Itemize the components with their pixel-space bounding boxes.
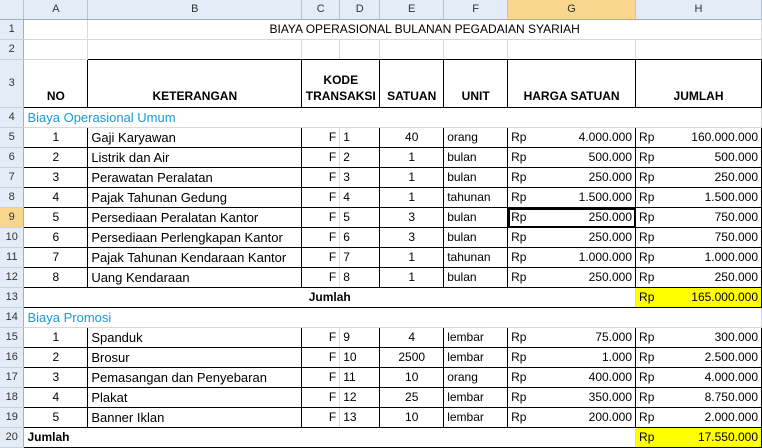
cell-kode-nomor[interactable]: 2 [340, 148, 380, 168]
row-header-3[interactable]: 3 [0, 60, 24, 108]
header-satuan[interactable]: SATUAN [380, 60, 444, 108]
cell-row2-0[interactable] [24, 40, 88, 60]
cell-harga-satuan-content [508, 388, 635, 407]
cell-harga-satuan[interactable] [508, 388, 636, 408]
cell-jumlah[interactable] [636, 208, 762, 228]
currency-label: Rp [639, 350, 655, 364]
cell-harga-satuan[interactable] [508, 328, 636, 348]
header-kode-transaksi[interactable] [302, 60, 380, 108]
cell-satuan[interactable]: 1 [380, 268, 444, 288]
cell-jumlah[interactable] [636, 368, 762, 388]
amount-value: 300.000 [714, 330, 758, 344]
table-row [0, 248, 762, 268]
currency-label: Rp [639, 410, 655, 424]
cell-satuan[interactable]: 1 [380, 188, 444, 208]
currency-label: Rp [511, 410, 527, 424]
cell-row2-4[interactable] [380, 40, 444, 60]
cell-harga-satuan[interactable] [508, 408, 636, 428]
row-header-9[interactable]: 9 [0, 208, 24, 228]
cell-kode-nomor[interactable]: 8 [340, 268, 380, 288]
amount-value: 1.500.000 [704, 190, 758, 204]
cell-kode[interactable]: F [302, 348, 340, 368]
cell-jumlah-content [636, 368, 761, 387]
cell-satuan[interactable]: 1 [380, 248, 444, 268]
cell-jumlah-content [636, 348, 761, 367]
currency-label: Rp [639, 210, 655, 224]
currency-label: Rp [639, 370, 655, 384]
amount-value: 4.000.000 [704, 370, 758, 384]
section2-total[interactable] [636, 428, 762, 448]
cell-kode-nomor[interactable]: 1 [340, 128, 380, 148]
cell-jumlah[interactable] [636, 228, 762, 248]
header-kode-line1: KODE [323, 73, 359, 87]
amount-value: 2.500.000 [704, 350, 758, 364]
cell-row2-5[interactable] [444, 40, 508, 60]
amount-value: 1.000.000 [578, 250, 633, 264]
cell-no[interactable]: 7 [24, 248, 88, 268]
currency-label: Rp [511, 210, 527, 224]
cell-kode-nomor[interactable]: 10 [340, 348, 380, 368]
row-header-6[interactable]: 6 [0, 148, 24, 168]
cell-keterangan[interactable]: Spanduk [88, 328, 302, 348]
cell-keterangan[interactable]: Pemasangan dan Penyebaran [88, 368, 302, 388]
column-header-e[interactable]: E [380, 0, 444, 20]
currency-label: Rp [511, 250, 527, 264]
currency-label: Rp [639, 430, 655, 444]
cell-jumlah-content [636, 248, 761, 267]
cell-keterangan[interactable]: Plakat [88, 388, 302, 408]
amount-value: 4.000.000 [578, 130, 633, 144]
cell-unit[interactable]: lembar [444, 328, 508, 348]
cell-satuan[interactable]: 1 [380, 148, 444, 168]
amount-value: 160.000.000 [691, 130, 758, 144]
cell-no[interactable]: 1 [24, 328, 88, 348]
row-header-8[interactable]: 8 [0, 188, 24, 208]
row-header-18[interactable]: 18 [0, 388, 24, 408]
section1-label[interactable]: Biaya Operasional Umum [24, 108, 762, 128]
row-header-5[interactable]: 5 [0, 128, 24, 148]
cell-satuan[interactable]: 10 [380, 408, 444, 428]
cell-no[interactable]: 1 [24, 128, 88, 148]
currency-label: Rp [639, 250, 655, 264]
section2-total-content [636, 428, 761, 447]
cell-unit[interactable]: orang [444, 368, 508, 388]
cell-no[interactable]: 3 [24, 168, 88, 188]
currency-label: Rp [639, 330, 655, 344]
cell-satuan[interactable]: 3 [380, 228, 444, 248]
cell-harga-satuan-content [508, 248, 635, 267]
cell-unit[interactable]: lembar [444, 348, 508, 368]
column-header-d[interactable]: D [340, 0, 380, 20]
cell-jumlah-content [636, 228, 761, 247]
row-header-7[interactable]: 7 [0, 168, 24, 188]
cell-unit[interactable]: bulan [444, 148, 508, 168]
cell-harga-satuan-content [508, 268, 635, 287]
table-row [0, 328, 762, 348]
column-header-c[interactable]: C [302, 0, 340, 20]
header-jumlah[interactable]: JUMLAH [636, 60, 762, 108]
cell-satuan[interactable]: 10 [380, 368, 444, 388]
cell-harga-satuan-content [508, 228, 635, 247]
row-header-15[interactable]: 15 [0, 328, 24, 348]
cell-kode-nomor[interactable]: 6 [340, 228, 380, 248]
select-all-corner[interactable] [0, 0, 24, 20]
cell-keterangan[interactable]: Pajak Tahunan Gedung [88, 188, 302, 208]
cell-harga-satuan[interactable] [508, 348, 636, 368]
table-row [0, 268, 762, 288]
amount-value: 750.000 [714, 230, 758, 244]
cell-harga-satuan[interactable] [508, 268, 636, 288]
amount-value: 1.000.000 [704, 250, 758, 264]
cell-harga-satuan-content [508, 208, 635, 227]
table-row [0, 148, 762, 168]
currency-label: Rp [511, 230, 527, 244]
amount-value: 750.000 [714, 210, 758, 224]
amount-value: 250.000 [588, 210, 633, 224]
cell-keterangan[interactable]: Banner Iklan [88, 408, 302, 428]
amount-value: 8.750.000 [704, 390, 758, 404]
cell-jumlah[interactable] [636, 348, 762, 368]
header-harga-satuan[interactable]: HARGA SATUAN [508, 60, 636, 108]
cell-harga-satuan[interactable] [508, 208, 636, 228]
cell-harga-satuan-content [508, 328, 635, 347]
amount-value: 250.000 [588, 170, 633, 184]
cell-keterangan[interactable]: Uang Kendaraan [88, 268, 302, 288]
cell-jumlah-content [636, 128, 761, 147]
row-header-16[interactable]: 16 [0, 348, 24, 368]
currency-label: Rp [639, 170, 655, 184]
amount-value: 250.000 [588, 230, 633, 244]
cell-kode[interactable]: F [302, 148, 340, 168]
table-row [0, 408, 762, 428]
currency-label: Rp [639, 270, 655, 284]
cell-kode[interactable]: F [302, 268, 340, 288]
cell-no[interactable]: 4 [24, 388, 88, 408]
cell-jumlah-content [636, 148, 761, 167]
cell-no[interactable]: 3 [24, 368, 88, 388]
table-row [0, 168, 762, 188]
cell-jumlah-content [636, 168, 761, 187]
header-kode-line2: TRANSAKSI [305, 89, 376, 103]
cell-satuan[interactable]: 2500 [380, 348, 444, 368]
table-row [0, 388, 762, 408]
cell-kode[interactable]: F [302, 248, 340, 268]
cell-unit[interactable]: tahunan [444, 188, 508, 208]
cell-jumlah-content [636, 328, 761, 347]
cell-kode[interactable]: F [302, 188, 340, 208]
amount-value: 17.550.000 [697, 430, 758, 444]
table-row [0, 228, 762, 248]
cell-unit[interactable]: bulan [444, 208, 508, 228]
column-header-a[interactable]: A [24, 0, 88, 20]
cell-jumlah[interactable] [636, 188, 762, 208]
table-row [0, 128, 762, 148]
currency-label: Rp [511, 330, 527, 344]
cell-row2-6[interactable] [508, 40, 636, 60]
cell-harga-satuan-content [508, 128, 635, 147]
cell-kode[interactable]: F [302, 368, 340, 388]
section1-total-label[interactable]: Jumlah [24, 288, 636, 308]
cell-jumlah[interactable] [636, 148, 762, 168]
cell-kode-nomor[interactable]: 13 [340, 408, 380, 428]
currency-label: Rp [639, 290, 655, 304]
cell-keterangan[interactable]: Brosur [88, 348, 302, 368]
row-header-14[interactable]: 14 [0, 308, 24, 328]
row-header-20[interactable]: 20 [0, 428, 24, 448]
cell-kode-nomor[interactable]: 9 [340, 328, 380, 348]
header-unit[interactable]: UNIT [444, 60, 508, 108]
cell-kode-nomor[interactable]: 12 [340, 388, 380, 408]
cell-kode-nomor[interactable]: 4 [340, 188, 380, 208]
amount-value: 75.000 [595, 330, 633, 344]
amount-value: 400.000 [588, 370, 633, 384]
row-header-1[interactable]: 1 [0, 20, 24, 40]
amount-value: 250.000 [588, 270, 633, 284]
cell-row2-3[interactable] [340, 40, 380, 60]
cell-harga-satuan[interactable] [508, 128, 636, 148]
cell-jumlah-content [636, 208, 761, 227]
table-row [0, 188, 762, 208]
cell-no[interactable]: 8 [24, 268, 88, 288]
cell-jumlah-content [636, 408, 761, 427]
cell-jumlah[interactable] [636, 388, 762, 408]
cell-kode-nomor[interactable]: 3 [340, 168, 380, 188]
cell-no[interactable]: 6 [24, 228, 88, 248]
table-row [0, 368, 762, 388]
cell-kode[interactable]: F [302, 228, 340, 248]
amount-value: 2.000.000 [704, 410, 758, 424]
cell-keterangan[interactable]: Perawatan Peralatan [88, 168, 302, 188]
cell-kode-nomor[interactable]: 7 [340, 248, 380, 268]
cell-satuan[interactable]: 4 [380, 328, 444, 348]
currency-label: Rp [639, 130, 655, 144]
cell-jumlah-content [636, 268, 761, 287]
cell-kode[interactable]: F [302, 408, 340, 428]
section2-label[interactable]: Biaya Promosi [24, 308, 762, 328]
sheet-title[interactable]: BIAYA OPERASIONAL BULANAN PEGADAIAN SYARIAH [88, 20, 762, 40]
cell-unit[interactable]: lembar [444, 408, 508, 428]
table-row [0, 348, 762, 368]
section1-total-content [636, 288, 761, 307]
section2-total-label[interactable]: Jumlah [24, 428, 636, 448]
amount-value: 350.000 [588, 390, 633, 404]
amount-value: 250.000 [714, 170, 758, 184]
cell-row2-1[interactable] [88, 40, 302, 60]
currency-label: Rp [639, 150, 655, 164]
cell-satuan[interactable]: 3 [380, 208, 444, 228]
row-header-19[interactable]: 19 [0, 408, 24, 428]
cell-jumlah[interactable] [636, 168, 762, 188]
cell-jumlah[interactable] [636, 268, 762, 288]
cell-kode[interactable]: F [302, 328, 340, 348]
currency-label: Rp [511, 150, 527, 164]
cell-row2-7[interactable] [636, 40, 762, 60]
section1-total[interactable] [636, 288, 762, 308]
cell-harga-satuan-content [508, 408, 635, 427]
amount-value: 1.000 [602, 350, 633, 364]
cell-keterangan[interactable]: Pajak Tahunan Kendaraan Kantor [88, 248, 302, 268]
cell-jumlah[interactable] [636, 328, 762, 348]
column-header-b[interactable]: B [88, 0, 302, 20]
currency-label: Rp [511, 170, 527, 184]
cell-harga-satuan-content [508, 148, 635, 167]
cell-keterangan[interactable]: Gaji Karyawan [88, 128, 302, 148]
currency-label: Rp [511, 270, 527, 284]
cell-unit[interactable]: bulan [444, 268, 508, 288]
cell-no[interactable]: 5 [24, 408, 88, 428]
currency-label: Rp [511, 130, 527, 144]
cell-harga-satuan-content [508, 348, 635, 367]
row-header-10[interactable]: 10 [0, 228, 24, 248]
cell-kode[interactable]: F [302, 128, 340, 148]
row-header-4[interactable]: 4 [0, 108, 24, 128]
cell-kode[interactable]: F [302, 168, 340, 188]
currency-label: Rp [639, 230, 655, 244]
cell-unit[interactable]: lembar [444, 388, 508, 408]
cell-unit[interactable]: tahunan [444, 248, 508, 268]
cell-a1[interactable] [24, 20, 88, 40]
cell-keterangan[interactable]: Persediaan Peralatan Kantor [88, 208, 302, 228]
cell-kode-nomor[interactable]: 11 [340, 368, 380, 388]
cell-keterangan[interactable]: Listrik dan Air [88, 148, 302, 168]
cell-kode[interactable]: F [302, 208, 340, 228]
currency-label: Rp [511, 350, 527, 364]
row-header-12[interactable]: 12 [0, 268, 24, 288]
cell-keterangan[interactable]: Persediaan Perlengkapan Kantor [88, 228, 302, 248]
row-header-2[interactable]: 2 [0, 40, 24, 60]
amount-value: 500.000 [588, 150, 633, 164]
cell-harga-satuan[interactable] [508, 368, 636, 388]
column-header-h[interactable]: H [636, 0, 762, 20]
row-header-11[interactable]: 11 [0, 248, 24, 268]
currency-label: Rp [511, 390, 527, 404]
cell-unit[interactable]: bulan [444, 168, 508, 188]
amount-value: 250.000 [714, 270, 758, 284]
cell-harga-satuan-content [508, 188, 635, 207]
cell-harga-satuan[interactable] [508, 188, 636, 208]
column-header-row [0, 0, 762, 20]
amount-value: 500.000 [714, 150, 758, 164]
cell-no[interactable]: 2 [24, 348, 88, 368]
cell-satuan[interactable]: 1 [380, 168, 444, 188]
currency-label: Rp [511, 190, 527, 204]
amount-value: 1.500.000 [578, 190, 633, 204]
header-no[interactable]: NO [24, 60, 88, 108]
cell-jumlah-content [636, 188, 761, 207]
cell-satuan[interactable]: 40 [380, 128, 444, 148]
amount-value: 165.000.000 [691, 290, 758, 304]
amount-value: 200.000 [588, 410, 633, 424]
cell-jumlah[interactable] [636, 248, 762, 268]
row-header-13[interactable]: 13 [0, 288, 24, 308]
cell-harga-satuan-content [508, 168, 635, 187]
cell-row2-2[interactable] [302, 40, 340, 60]
cell-harga-satuan[interactable] [508, 168, 636, 188]
cell-satuan[interactable]: 25 [380, 388, 444, 408]
cell-no[interactable]: 2 [24, 148, 88, 168]
cell-harga-satuan[interactable] [508, 148, 636, 168]
table-row [0, 208, 762, 228]
column-header-g[interactable]: G [508, 0, 636, 20]
currency-label: Rp [511, 370, 527, 384]
currency-label: Rp [639, 190, 655, 204]
cell-jumlah-content [636, 388, 761, 407]
column-header-f[interactable]: F [444, 0, 508, 20]
cell-harga-satuan[interactable] [508, 248, 636, 268]
cell-kode-nomor[interactable]: 5 [340, 208, 380, 228]
cell-jumlah[interactable] [636, 408, 762, 428]
cell-no[interactable]: 5 [24, 208, 88, 228]
currency-label: Rp [639, 390, 655, 404]
header-keterangan[interactable]: KETERANGAN [88, 60, 302, 108]
cell-jumlah[interactable] [636, 128, 762, 148]
cell-kode[interactable]: F [302, 388, 340, 408]
cell-unit[interactable]: bulan [444, 228, 508, 248]
row-header-17[interactable]: 17 [0, 368, 24, 388]
cell-no[interactable]: 4 [24, 188, 88, 208]
cell-unit[interactable]: orang [444, 128, 508, 148]
cell-harga-satuan[interactable] [508, 228, 636, 248]
cell-harga-satuan-content [508, 368, 635, 387]
